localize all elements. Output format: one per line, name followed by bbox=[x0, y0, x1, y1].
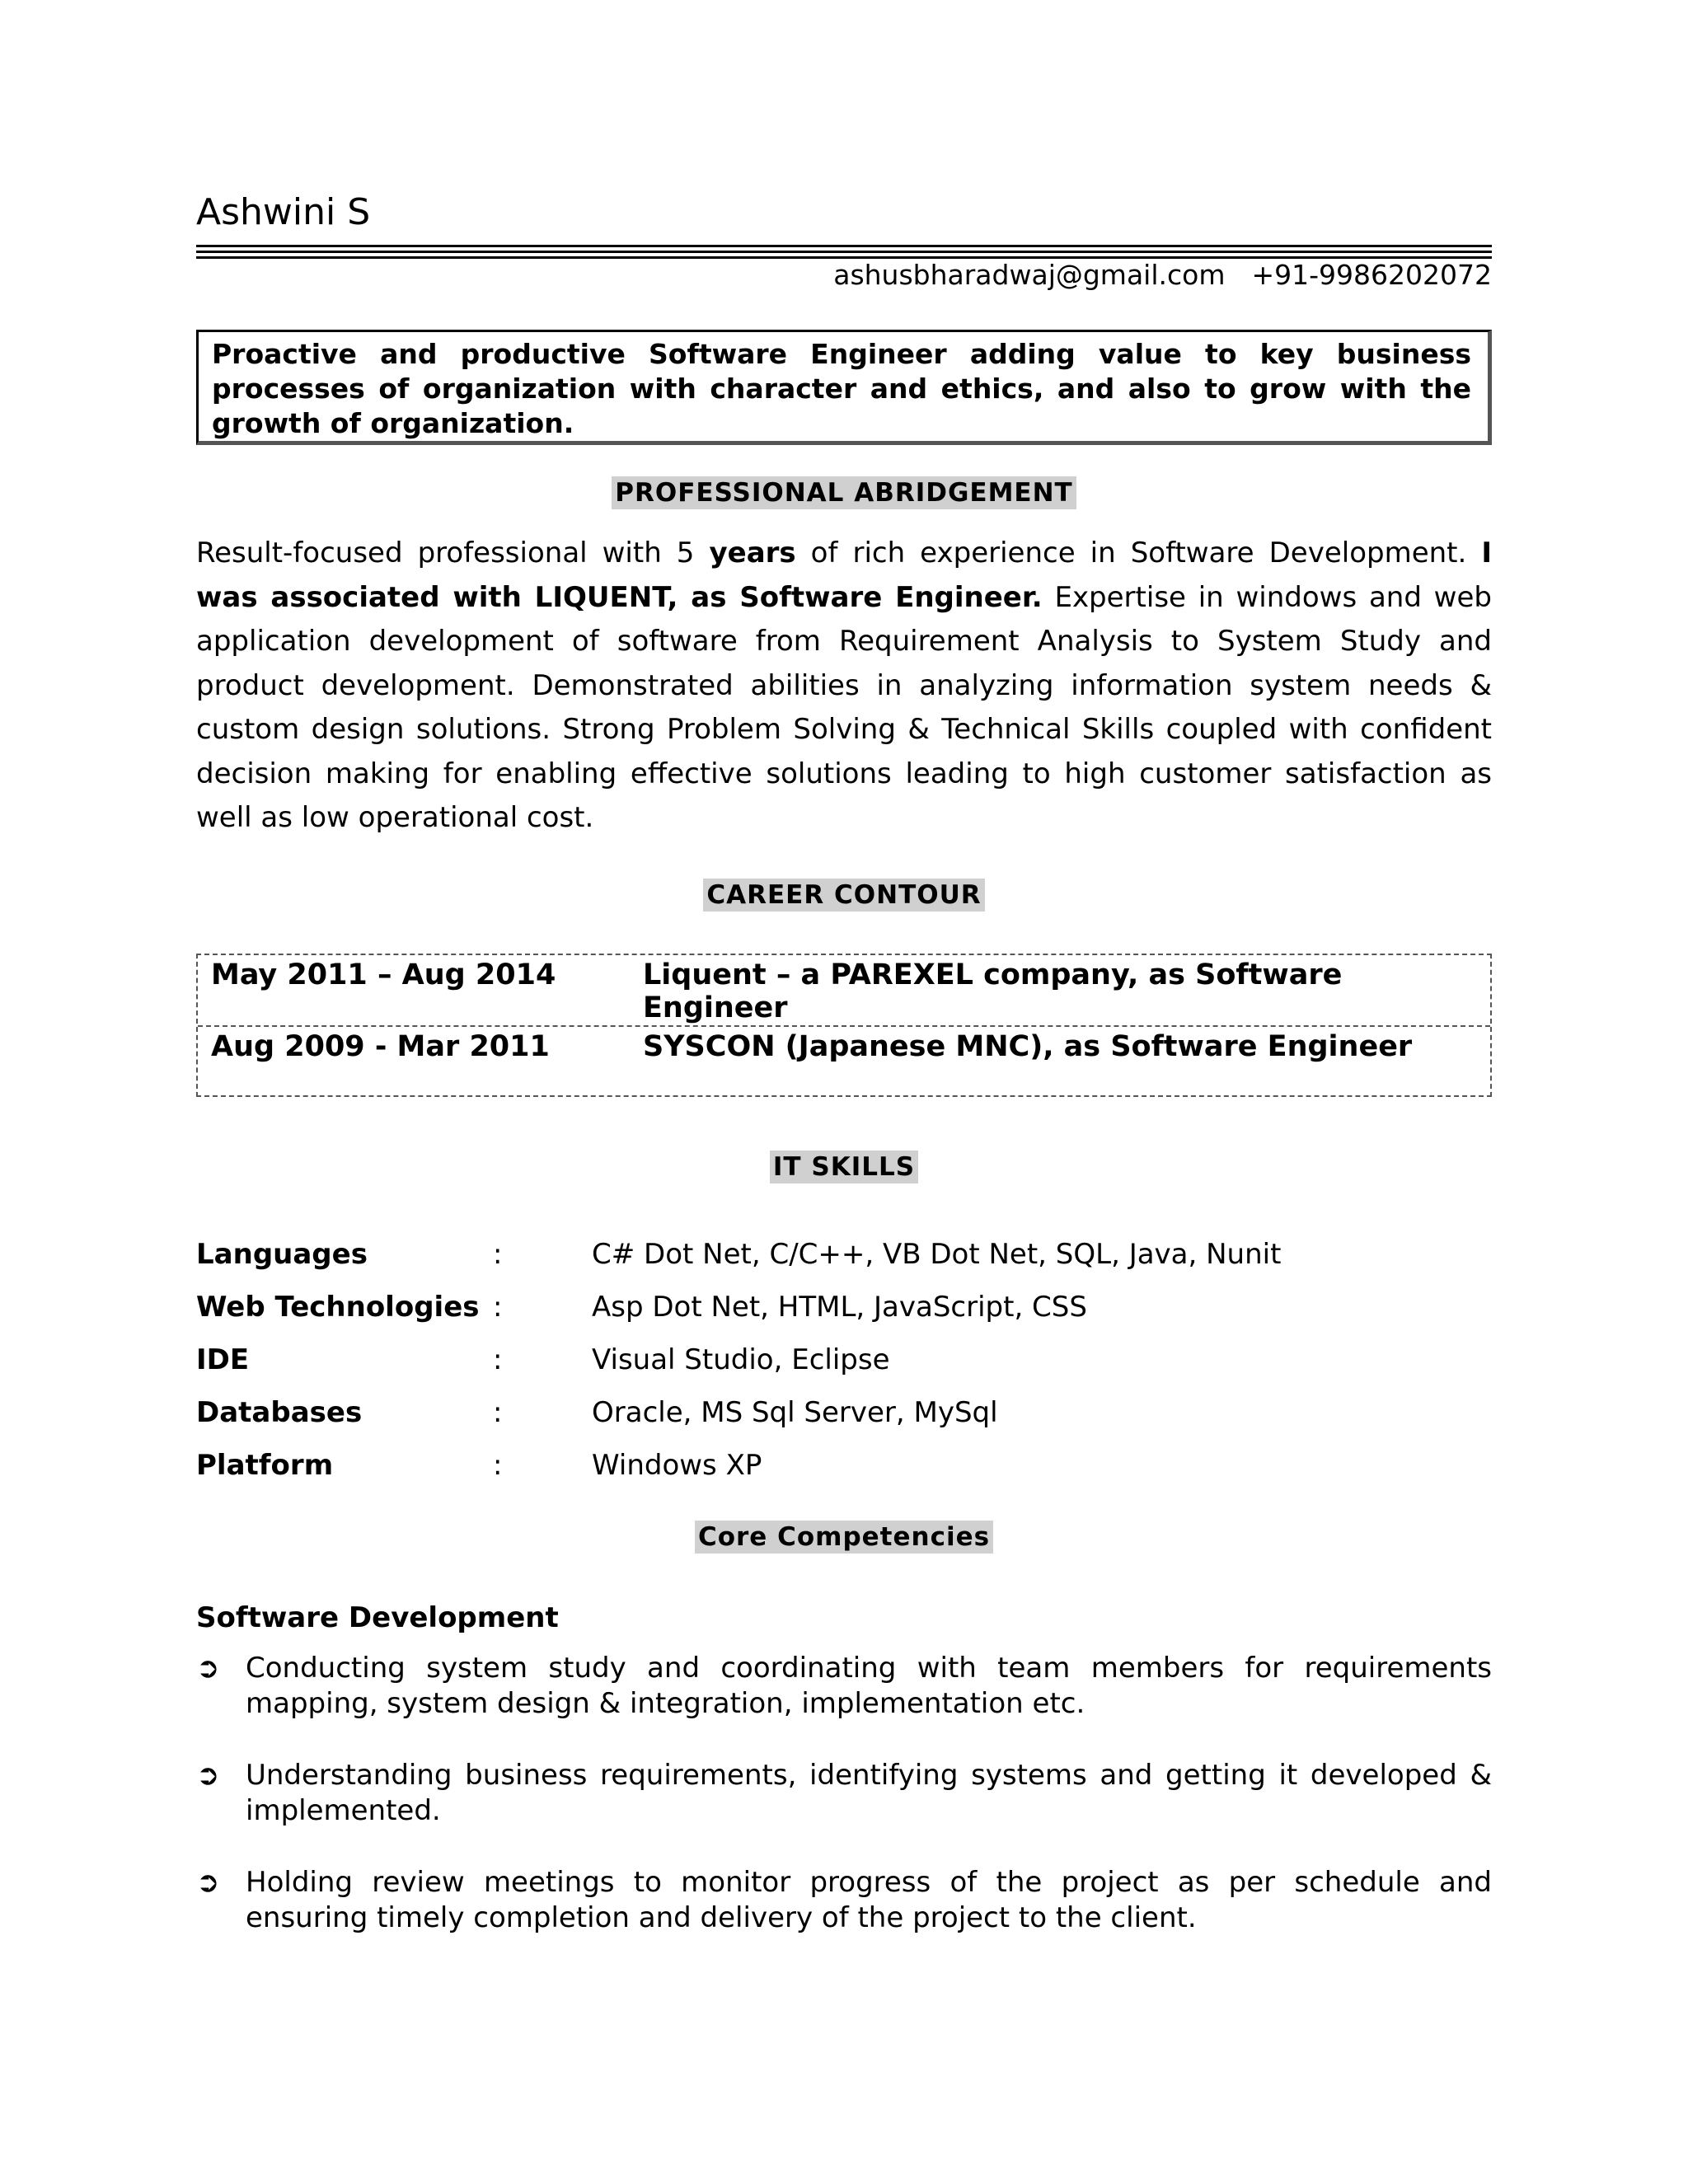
phone-text: +91-9986202072 bbox=[1251, 259, 1492, 291]
skill-value: Visual Studio, Eclipse bbox=[592, 1343, 890, 1376]
skill-category: Platform bbox=[196, 1449, 334, 1482]
arrow-right-icon: ➲ bbox=[196, 1652, 220, 1685]
summary-text-2: of rich experience in Software Development. bbox=[795, 537, 1482, 569]
list-item bbox=[196, 1865, 1492, 1936]
contact-line bbox=[833, 259, 1492, 291]
skill-category: Web Technologies bbox=[196, 1291, 480, 1324]
skill-value: C# Dot Net, C/C++, VB Dot Net, SQL, Java, Nunit bbox=[592, 1238, 1282, 1271]
skills-heading bbox=[196, 1152, 1492, 1182]
competency-list bbox=[196, 1651, 1492, 1972]
skill-category: Databases bbox=[196, 1396, 363, 1429]
career-role: SYSCON (Japanese MNC), as Software Engineer bbox=[643, 1030, 1413, 1063]
skill-category: IDE bbox=[196, 1343, 250, 1376]
professional-summary bbox=[196, 532, 1492, 841]
summary-association: I was associated with LIQUENT, as Software Engineer. bbox=[196, 537, 1492, 614]
arrow-right-icon: ➲ bbox=[196, 1866, 220, 1899]
skill-separator: : bbox=[493, 1291, 503, 1324]
list-item-text: Holding review meetings to monitor progress of the project as per schedule and ensuring timely completion and delivery of the project to the client. bbox=[246, 1866, 1492, 1934]
skill-row bbox=[196, 1228, 1492, 1281]
career-heading-label: CAREER CONTOUR bbox=[703, 879, 984, 912]
list-item bbox=[196, 1651, 1492, 1722]
skill-row bbox=[196, 1281, 1492, 1333]
skills-list bbox=[196, 1228, 1492, 1492]
arrow-right-icon: ➲ bbox=[196, 1759, 220, 1792]
career-heading bbox=[196, 880, 1492, 910]
skill-separator: : bbox=[493, 1396, 503, 1429]
career-row bbox=[198, 1025, 1490, 1095]
skill-row bbox=[196, 1439, 1492, 1492]
list-item-text: Conducting system study and coordinating with team members for requirements mapping, system design & integration, implementation etc. bbox=[246, 1652, 1492, 1720]
header-rule bbox=[196, 245, 1492, 259]
career-date: Aug 2009 - Mar 2011 bbox=[211, 1030, 550, 1063]
career-date: May 2011 – Aug 2014 bbox=[211, 958, 556, 991]
career-table bbox=[196, 954, 1492, 1097]
list-item bbox=[196, 1758, 1492, 1829]
email-text: ashusbharadwaj@gmail.com bbox=[833, 259, 1226, 291]
summary-text-3: Expertise in windows and web application development of software from Requirement Analysis to System Study and product development. Demonstrated abilities in analyzing information system needs & custom design solutions. Strong Problem Solving & Technical Skills coupled with confident decision making for enabling effective solutions leading to high customer satisfaction as well as low operational cost. bbox=[196, 580, 1492, 834]
skill-value: Oracle, MS Sql Server, MySql bbox=[592, 1396, 998, 1429]
summary-years: years bbox=[709, 537, 796, 569]
summary-text-1: Result-focused professional with 5 bbox=[196, 537, 710, 569]
candidate-name: Ashwini S bbox=[196, 191, 371, 233]
skill-category: Languages bbox=[196, 1238, 368, 1271]
objective-box: Proactive and productive Software Engineer adding value to key business processes of organization with character and ethics, and also to grow with the growth of organization. bbox=[196, 330, 1492, 445]
skill-separator: : bbox=[493, 1449, 503, 1482]
competencies-heading bbox=[196, 1522, 1492, 1552]
skill-separator: : bbox=[493, 1343, 503, 1376]
list-item-text: Understanding business requirements, identifying systems and getting it developed & implemented. bbox=[246, 1759, 1492, 1827]
skill-separator: : bbox=[493, 1238, 503, 1271]
competencies-heading-label: Core Competencies bbox=[695, 1521, 993, 1554]
competency-subheading: Software Development bbox=[196, 1601, 559, 1634]
skill-row bbox=[196, 1333, 1492, 1386]
professional-heading bbox=[196, 478, 1492, 508]
skills-heading-label: IT SKILLS bbox=[770, 1151, 918, 1183]
career-row bbox=[198, 955, 1490, 1025]
professional-heading-label: PROFESSIONAL ABRIDGEMENT bbox=[612, 476, 1076, 509]
skill-value: Windows XP bbox=[592, 1449, 762, 1482]
career-role: Liquent – a PAREXEL company, as Software Engineer bbox=[643, 958, 1343, 1024]
skill-row bbox=[196, 1386, 1492, 1439]
skill-value: Asp Dot Net, HTML, JavaScript, CSS bbox=[592, 1291, 1087, 1324]
